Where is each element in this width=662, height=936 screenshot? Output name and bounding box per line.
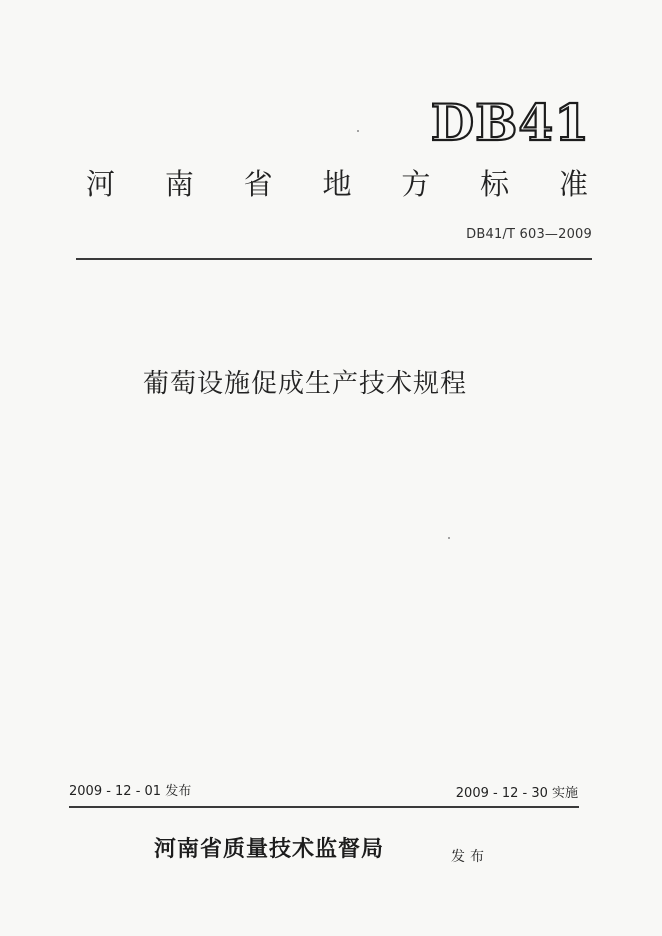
issue-label: 发布 xyxy=(451,849,489,865)
category-char: 地 xyxy=(322,167,352,201)
standard-number: DB41/T 603—2009 xyxy=(466,227,592,242)
standard-category xyxy=(86,167,588,201)
category-char: 河 xyxy=(86,167,116,201)
category-char: 标 xyxy=(480,167,510,201)
category-char: 省 xyxy=(243,167,273,201)
issuing-authority: 河南省质量技术监督局 xyxy=(154,836,385,862)
category-char: 准 xyxy=(558,167,588,201)
category-char: 南 xyxy=(164,167,194,201)
standard-code: DB41 xyxy=(430,93,590,152)
header-divider xyxy=(76,258,592,260)
document-title: 葡萄设施促成生产技术规程 xyxy=(143,369,468,399)
scan-speck xyxy=(357,130,359,132)
scan-speck xyxy=(448,537,450,539)
release-date: 2009 - 12 - 01 发布 xyxy=(69,784,192,799)
category-char: 方 xyxy=(401,167,431,201)
footer-divider xyxy=(69,806,579,808)
implementation-date: 2009 - 12 - 30 实施 xyxy=(455,786,578,801)
